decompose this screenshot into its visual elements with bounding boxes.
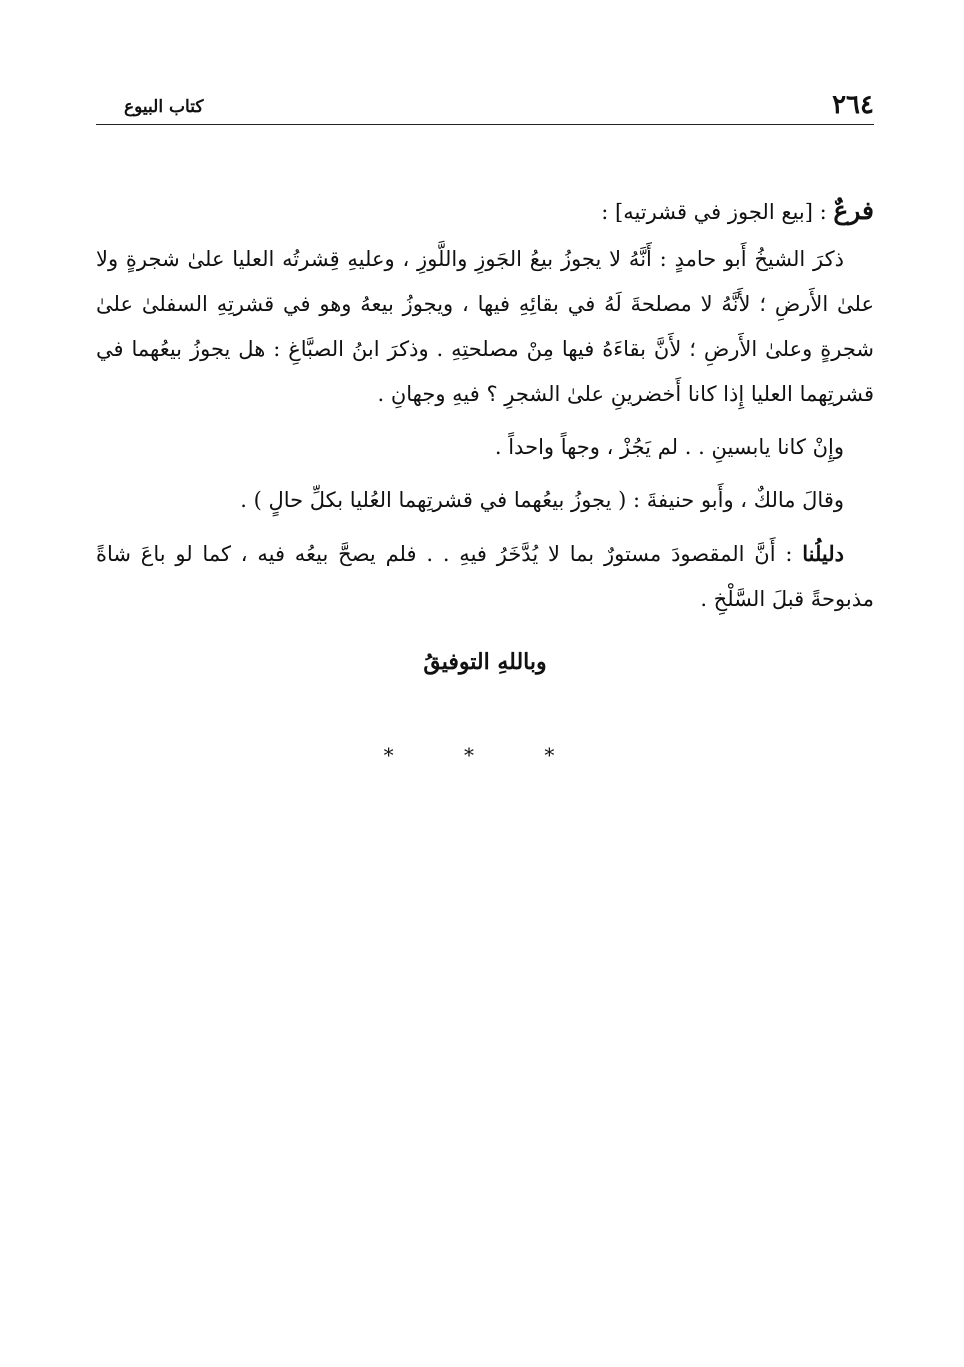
- paragraph-abu-hamid: ذكرَ الشيخُ أَبو حامدٍ : أَنَّهُ لا يجوزُ بيعُ الجَوزِ واللَّوزِ ، وعليهِ قِشرتُه العليا علىٰ شجرةٍ ولا علىٰ الأَرضِ ؛ لأَنَّهُ لا مصلحةَ لَهُ في بقائِهِ فيها ، ويجوزُ بيعهُ وهو في قشرتِهِ السفلىٰ علىٰ شجرةٍ وعلىٰ الأَرضِ ؛ لأَنَّ بقاءَهُ فيها مِنْ مصلحتِهِ . وذكرَ ابنُ الصبَّاغِ : هل يجوزُ بيعُهما في قشرتِهما العليا إِذا كانا أَخضرينِ علىٰ الشجرِ ؟ فيهِ وجهانِ .: [96, 247, 874, 406]
- section-separator: * * *: [383, 743, 587, 767]
- section-heading: [96, 188, 874, 235]
- paragraph-dry: وإِنْ كانا يابسينِ . . لم يَجُزْ ، وجهاً واحداً .: [494, 435, 844, 459]
- page-content: [96, 188, 874, 778]
- evidence-text: : أَنَّ المقصودَ مستورٌ بما لا يُدَّخَرُ فيهِ . . فلم يصحَّ بيعُه فيه ، كما لو باعَ شاةً مذبوحةً قبلَ السَّلْخِ .: [96, 542, 874, 611]
- page-number: ٢٦٤: [832, 90, 874, 120]
- running-header: [96, 88, 874, 125]
- section-heading-word: فرعٌ: [833, 196, 874, 225]
- book-page: [96, 0, 874, 1367]
- book-title: كتاب البيوع: [124, 97, 204, 117]
- section-heading-title: : [بيع الجوز في قشرتيه] :: [601, 200, 834, 224]
- paragraph-malik: وقالَ مالكٌ ، وأَبو حنيفةَ : ( يجوزُ بيعُهما في قشرتِهما العُليا بكلِّ حالٍ ) .: [240, 488, 844, 512]
- evidence-lead: دليلُنا: [802, 541, 844, 566]
- paragraph-evidence: [96, 531, 874, 622]
- closing-phrase: وباللهِ التوفيقُ: [423, 649, 547, 675]
